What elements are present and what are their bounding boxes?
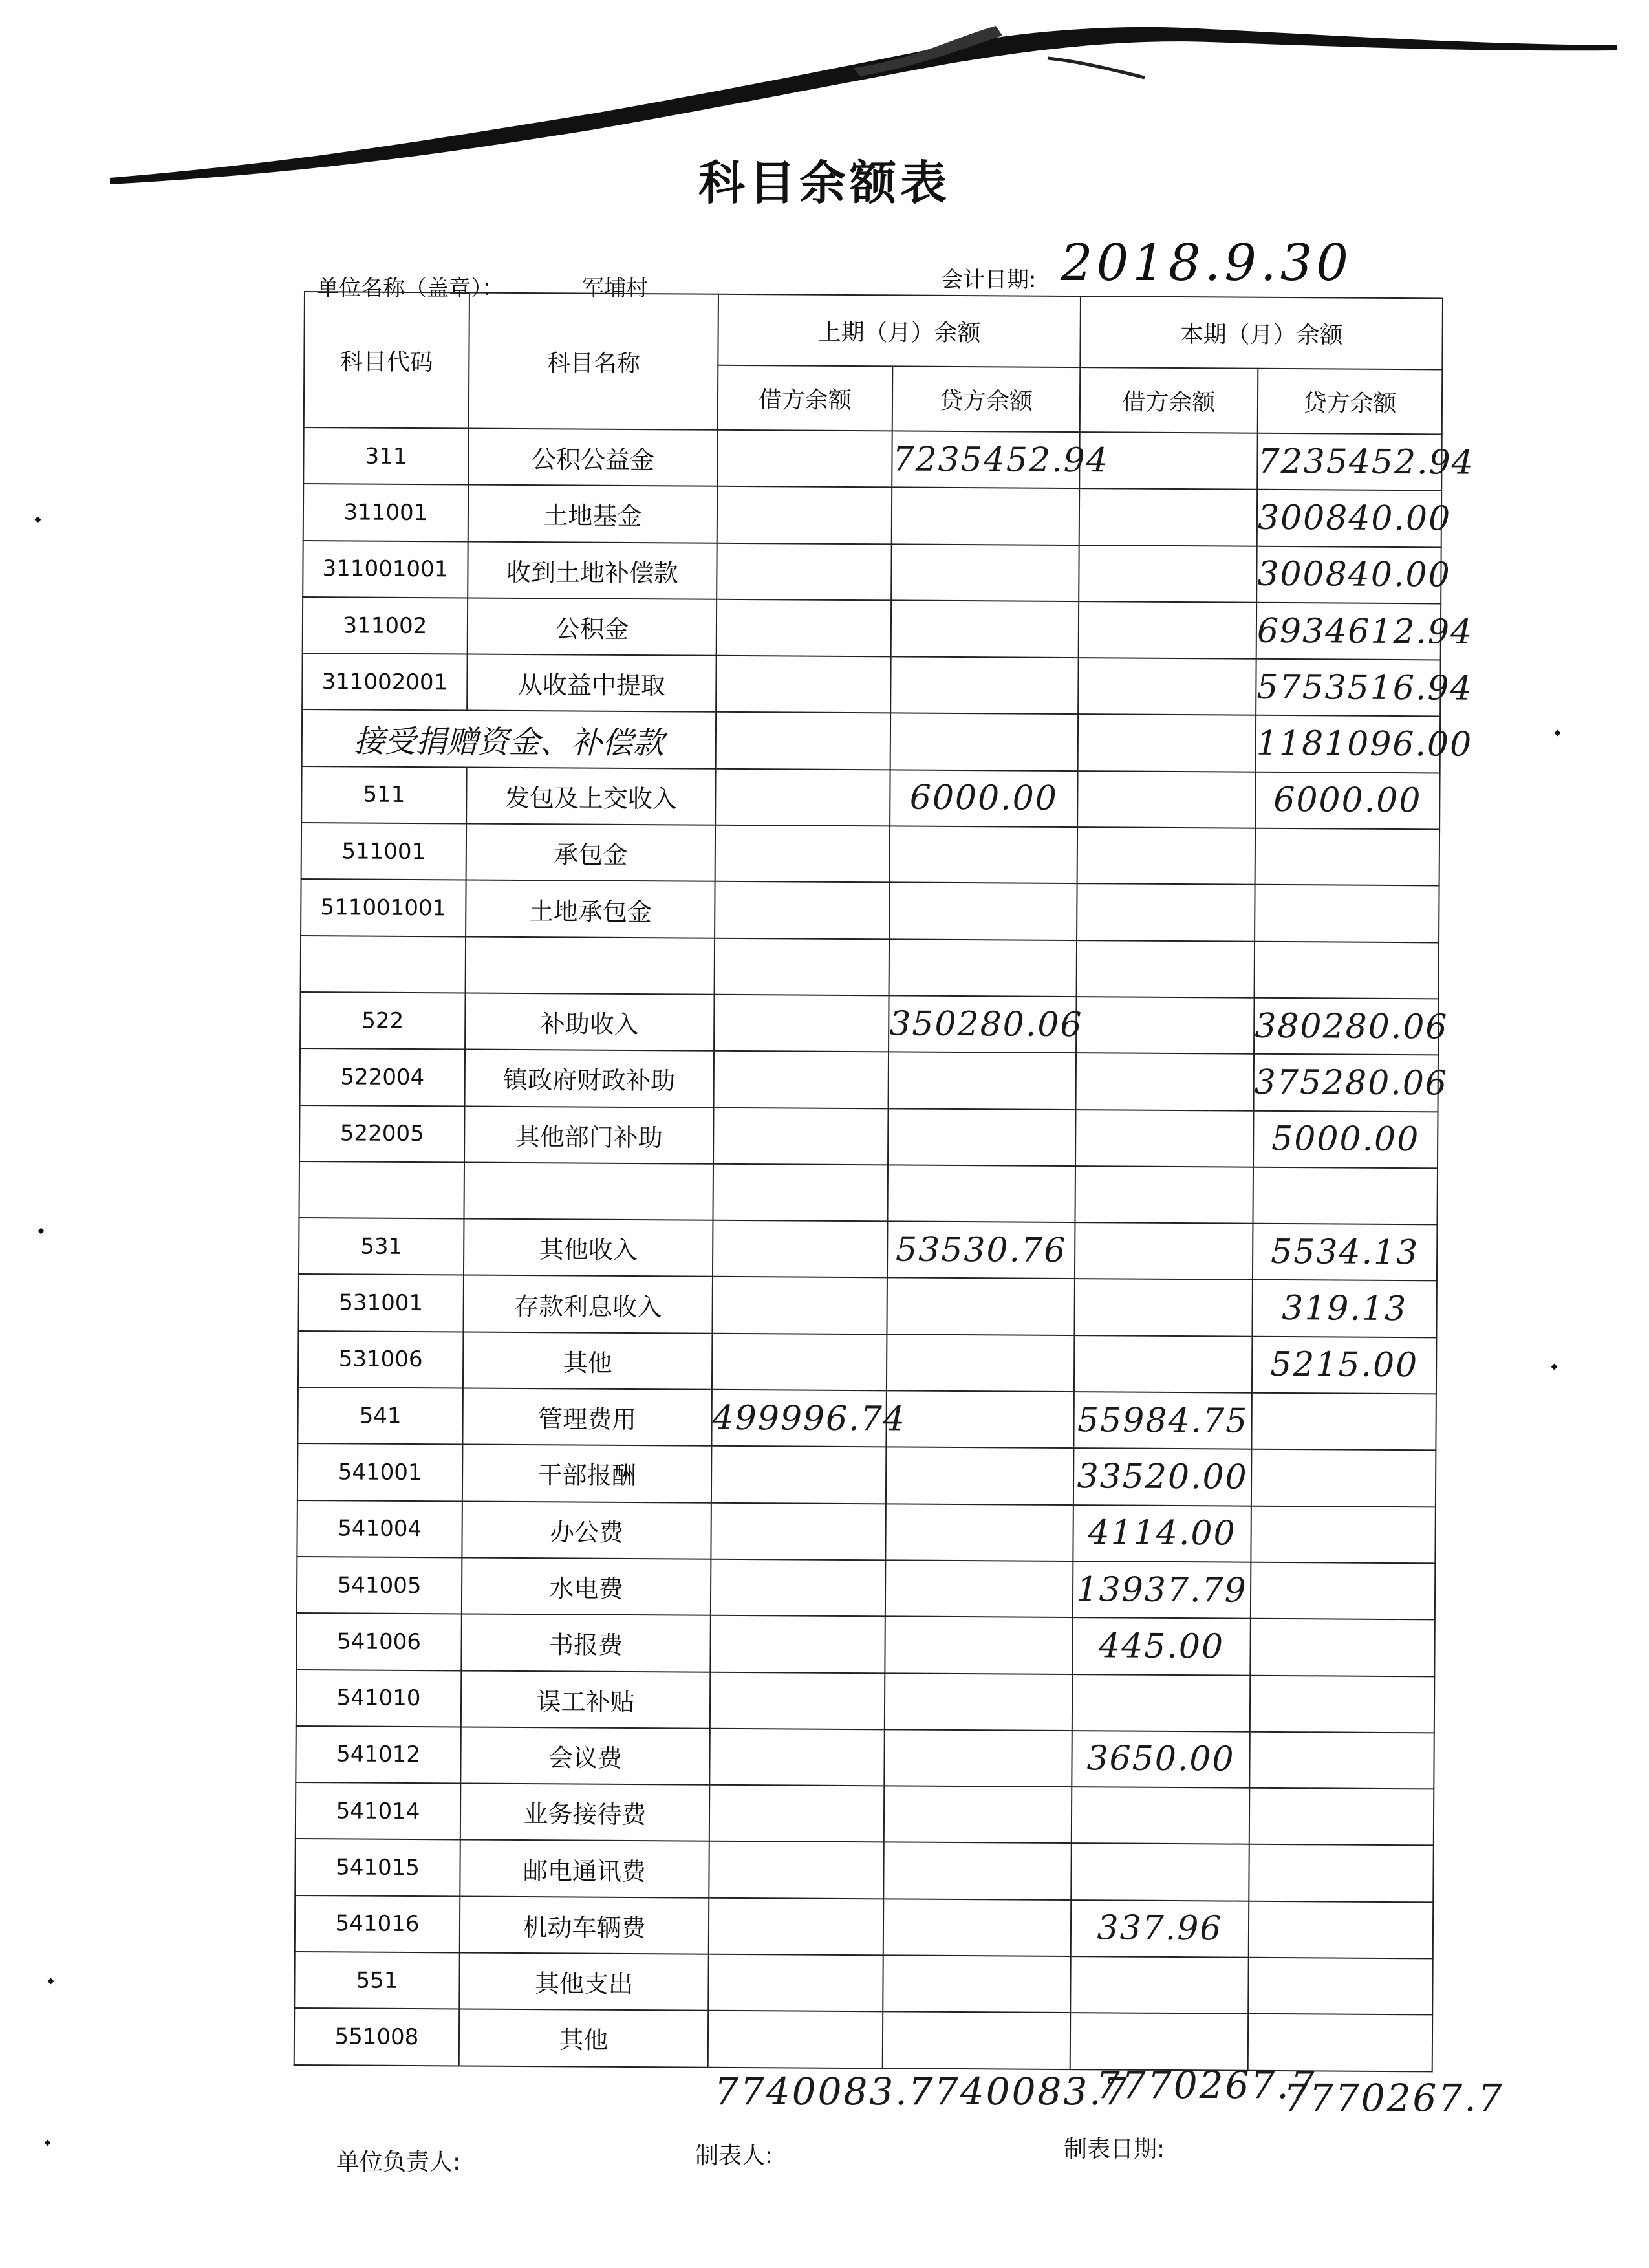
header-curr-period: 本期（月）余额 <box>1080 296 1443 369</box>
cell-name: 书报费 <box>461 1614 711 1672</box>
cell-curr-credit <box>1251 1449 1436 1507</box>
cell-prev-debit <box>709 1897 884 1955</box>
cell-curr-credit <box>1255 941 1439 999</box>
cell-prev-credit <box>883 1899 1072 1956</box>
header-prev-period: 上期（月）余额 <box>718 294 1081 367</box>
cell-curr-credit <box>1255 885 1439 942</box>
scan-speck <box>45 2140 51 2146</box>
cell-curr-credit: 5000.00 <box>1253 1110 1438 1168</box>
cell-curr-debit <box>1075 1222 1253 1280</box>
cell-curr-debit <box>1077 771 1256 828</box>
footer-preparer: 制表人: <box>695 2143 773 2169</box>
cell-name: 土地基金 <box>468 485 718 543</box>
table-row <box>302 653 1441 717</box>
table-row <box>296 1669 1435 1733</box>
cell-name: 机动车辆费 <box>460 1896 709 1954</box>
cell-prev-debit <box>709 1729 885 1786</box>
cell-prev-debit <box>717 486 892 544</box>
cell-name: 公积金 <box>468 598 717 656</box>
totals-row <box>0 2063 1649 2134</box>
cell-prev-credit <box>887 1334 1075 1392</box>
cell-name: 其他收入 <box>464 1219 713 1277</box>
cell-code: 511 <box>301 766 467 824</box>
cell-name: 会议费 <box>460 1727 710 1785</box>
cell-prev-debit <box>716 712 891 770</box>
cell-prev-debit <box>708 1954 883 2012</box>
cell-code: 311002 <box>303 597 468 654</box>
cell-name <box>466 936 715 995</box>
unit-name-value: 军埔村 <box>582 275 648 301</box>
cell-curr-credit: 319.13 <box>1252 1280 1437 1337</box>
cell-prev-credit: 53530.76 <box>887 1222 1075 1279</box>
cell-code: 551008 <box>294 2008 460 2066</box>
cell-prev-debit <box>713 1164 888 1222</box>
page-title: 科目余额表 <box>698 155 951 210</box>
cell-code: 511001001 <box>301 879 466 936</box>
cell-prev-debit <box>716 656 891 713</box>
cell-prev-credit <box>891 600 1079 658</box>
cell-prev-debit <box>712 1277 887 1334</box>
cell-code: 311 <box>303 427 469 485</box>
cell-curr-debit <box>1077 940 1255 998</box>
table-row <box>297 1557 1436 1620</box>
cell-curr-debit <box>1079 601 1257 659</box>
cell-prev-credit <box>886 1447 1074 1505</box>
cell-curr-credit: 6000.00 <box>1255 772 1440 830</box>
cell-prev-debit <box>713 1220 888 1278</box>
cell-code: 522004 <box>300 1048 466 1106</box>
cell-prev-debit <box>715 938 890 995</box>
table-row <box>297 1443 1436 1507</box>
handwritten-account-label: 接受捐赠资金、补偿款 <box>353 723 665 761</box>
cell-curr-credit <box>1253 1167 1438 1225</box>
cell-curr-credit: 300840.00 <box>1256 546 1441 603</box>
cell-curr-credit: 380280.06 <box>1254 998 1439 1055</box>
cell-name: 水电费 <box>462 1557 711 1615</box>
cell-prev-credit <box>887 1278 1075 1335</box>
cell-curr-credit <box>1248 1958 1433 2015</box>
cell-name: 其他支出 <box>459 1952 709 2011</box>
cell-prev-credit <box>889 1052 1077 1110</box>
cell-prev-credit <box>892 488 1080 545</box>
table-row <box>296 1613 1435 1676</box>
cell-prev-credit <box>889 883 1077 940</box>
cell-curr-credit: 375280.06 <box>1254 1054 1439 1112</box>
total-prev-credit: 7740083.7 <box>909 2069 1129 2113</box>
table-row <box>303 427 1442 491</box>
cell-curr-credit <box>1251 1506 1436 1563</box>
cell-code: 311001 <box>303 484 469 541</box>
cell-prev-credit <box>883 1955 1071 2013</box>
cell-prev-debit <box>711 1502 886 1560</box>
table-row <box>297 1387 1436 1451</box>
table-row <box>298 1274 1437 1337</box>
cell-code: 541014 <box>296 1782 461 1840</box>
table-row <box>303 597 1441 660</box>
accounting-date-value: 2018.9.30 <box>1061 234 1352 292</box>
cell-code: 531 <box>299 1218 464 1275</box>
cell-prev-credit <box>890 826 1078 883</box>
cell-name: 其他 <box>459 2009 709 2068</box>
cell-curr-debit: 4114.00 <box>1073 1505 1251 1562</box>
cell-curr-debit: 13937.79 <box>1073 1561 1251 1619</box>
cell-prev-debit <box>714 1051 889 1108</box>
cell-prev-debit <box>713 1107 889 1165</box>
table-row <box>301 823 1440 886</box>
cell-prev-credit <box>885 1504 1073 1561</box>
cell-name: 补助收入 <box>465 993 715 1051</box>
cell-code: 541004 <box>297 1500 462 1558</box>
cell-code: 541005 <box>297 1557 462 1614</box>
table-row <box>301 879 1439 942</box>
cell-curr-debit <box>1076 1053 1255 1110</box>
cell-curr-debit: 33520.00 <box>1073 1448 1252 1506</box>
cell-code: 311001001 <box>303 541 468 598</box>
cell-prev-credit <box>886 1390 1074 1448</box>
cell-curr-debit: 337.96 <box>1071 1900 1249 1958</box>
cell-name: 其他部门补助 <box>464 1106 714 1164</box>
footer-prepared-date: 制表日期: <box>1064 2136 1165 2163</box>
cell-curr-credit: 6934612.94 <box>1256 603 1441 660</box>
table-row <box>303 541 1441 604</box>
unit-name-label: 单位名称（盖章）： <box>317 275 504 301</box>
cell-prev-debit <box>709 1841 884 1899</box>
total-prev-debit: 7740083.7 <box>715 2069 935 2113</box>
cell-curr-credit <box>1251 1393 1436 1451</box>
cell-prev-debit: 499996.74 <box>711 1390 887 1447</box>
cell-curr-credit: 1181096.00 <box>1256 715 1441 773</box>
scan-speck <box>1551 1364 1558 1370</box>
cell-curr-debit <box>1070 1956 1249 2014</box>
cell-name: 承包金 <box>466 824 716 882</box>
cell-curr-debit <box>1074 1279 1253 1337</box>
cell-code: 311002001 <box>302 653 468 711</box>
cell-curr-credit <box>1249 1844 1434 1902</box>
cell-code: 541012 <box>296 1726 461 1784</box>
cell-name: 干部报酬 <box>462 1445 712 1503</box>
table-row <box>294 2008 1433 2071</box>
header-prev-debit: 借方余额 <box>718 365 893 431</box>
cell-curr-debit <box>1072 1787 1250 1844</box>
cell-prev-credit <box>884 1729 1072 1787</box>
cell-prev-debit <box>710 1672 885 1729</box>
table-row <box>303 484 1442 547</box>
cell-name: 邮电通讯费 <box>460 1840 709 1898</box>
cell-prev-debit <box>715 769 890 826</box>
cell-code: 541006 <box>296 1613 462 1670</box>
table-row <box>302 709 1441 773</box>
cell-prev-credit <box>887 1165 1075 1222</box>
cell-curr-debit <box>1075 1110 1254 1167</box>
cell-code: 541015 <box>295 1839 460 1896</box>
cell-name <box>464 1162 713 1220</box>
cell-code: 522005 <box>299 1105 465 1163</box>
ledger-body <box>294 427 1474 2071</box>
table-row <box>299 1218 1438 1281</box>
cell-code: 531001 <box>298 1274 464 1332</box>
table-row <box>301 936 1439 999</box>
cell-name: 办公费 <box>462 1501 711 1559</box>
cell-curr-credit: 5534.13 <box>1253 1224 1438 1281</box>
cell-curr-debit <box>1078 715 1256 772</box>
cell-prev-credit <box>888 1108 1076 1166</box>
cell-curr-credit: 7235452.94 <box>1257 433 1442 491</box>
cell-prev-credit <box>889 939 1077 997</box>
cell-curr-credit <box>1249 1788 1434 1846</box>
cell-curr-debit <box>1071 1844 1249 1901</box>
cell-name: 公积公益金 <box>468 429 718 487</box>
cell-curr-debit <box>1070 2013 1249 2070</box>
cell-prev-credit <box>883 2012 1071 2069</box>
cell-code: 531006 <box>298 1331 464 1388</box>
cell-curr-credit <box>1250 1675 1435 1733</box>
cell-prev-debit <box>712 1334 887 1391</box>
cell-curr-credit <box>1249 1901 1434 1958</box>
cell-code: 522 <box>300 992 466 1050</box>
cell-curr-credit: 300840.00 <box>1257 490 1442 547</box>
cell-prev-credit: 350280.06 <box>889 995 1077 1053</box>
cell-code <box>299 1161 464 1219</box>
cell-prev-credit: 6000.00 <box>890 770 1078 827</box>
cell-curr-debit: 55984.75 <box>1073 1392 1252 1449</box>
cell-prev-credit <box>885 1560 1073 1617</box>
header-code: 科目代码 <box>304 292 469 429</box>
cell-prev-credit <box>885 1617 1073 1674</box>
header-curr-debit: 借方余额 <box>1080 367 1258 433</box>
header-name: 科目名称 <box>469 293 718 430</box>
cell-prev-credit <box>884 1786 1072 1843</box>
accounting-date-label: 会计日期: <box>941 267 1037 293</box>
cell-prev-debit <box>708 2011 883 2068</box>
table-row <box>299 1105 1438 1169</box>
table-row <box>300 1048 1439 1112</box>
cell-curr-debit <box>1077 827 1256 885</box>
header-curr-credit: 贷方余额 <box>1258 369 1443 435</box>
cell-prev-debit <box>711 1559 886 1617</box>
table-row <box>294 1952 1433 2015</box>
cell-code <box>301 936 466 993</box>
cell-prev-debit <box>717 543 892 600</box>
table-row <box>300 992 1439 1055</box>
cell-curr-credit <box>1249 1732 1434 1789</box>
cell-curr-debit <box>1075 1166 1253 1224</box>
cell-prev-debit <box>710 1615 885 1673</box>
total-curr-debit: 7770267.7 <box>1096 2063 1317 2107</box>
cell-curr-debit: 445.00 <box>1072 1617 1251 1675</box>
header-prev-credit: 贷方余额 <box>892 366 1081 432</box>
cell-prev-credit <box>883 1842 1072 1900</box>
cell-code: 541 <box>297 1387 463 1445</box>
cell-prev-debit <box>717 599 892 657</box>
cell-prev-debit <box>711 1446 887 1504</box>
cell-curr-debit <box>1077 883 1255 941</box>
cell-prev-debit <box>714 995 889 1052</box>
cell-code: 551 <box>294 1952 460 2009</box>
table-row <box>301 766 1440 830</box>
table-row <box>297 1500 1436 1564</box>
cell-prev-debit <box>717 430 892 488</box>
cell-prev-credit <box>890 657 1079 715</box>
cell-curr-debit <box>1078 658 1256 715</box>
cell-curr-debit <box>1076 997 1255 1054</box>
cell-name: 存款利息收入 <box>463 1275 713 1334</box>
cell-curr-credit: 5753516.94 <box>1256 659 1441 717</box>
total-curr-credit: 7770267.7 <box>1284 2076 1504 2120</box>
cell-prev-debit <box>715 825 890 883</box>
cell-curr-credit <box>1251 1562 1436 1620</box>
cell-curr-credit: 5215.00 <box>1252 1336 1437 1394</box>
table-row <box>295 1895 1434 1959</box>
scan-speck <box>38 1228 45 1235</box>
cell-name: 发包及上交收入 <box>466 767 716 825</box>
cell-curr-debit <box>1079 488 1258 546</box>
cell-code: 541010 <box>296 1669 462 1727</box>
cell-curr-credit <box>1250 1619 1435 1676</box>
scan-speck <box>1555 730 1561 737</box>
cell-curr-debit: 3650.00 <box>1072 1731 1250 1788</box>
cell-code: 541001 <box>297 1443 463 1501</box>
cell-prev-credit <box>891 544 1079 601</box>
cell-name: 误工补贴 <box>461 1670 711 1729</box>
cell-name: 土地承包金 <box>466 880 715 938</box>
cell-prev-credit <box>885 1673 1073 1731</box>
cell-prev-credit <box>890 713 1079 771</box>
cell-name: 收到土地补偿款 <box>468 541 717 599</box>
cell-curr-debit <box>1074 1335 1253 1393</box>
cell-code: 511001 <box>301 823 467 880</box>
cell-curr-credit <box>1255 828 1440 886</box>
table-row <box>299 1161 1438 1225</box>
cell-curr-debit <box>1079 545 1257 603</box>
table-row <box>296 1782 1434 1846</box>
cell-name: 其他 <box>463 1332 713 1390</box>
cell-curr-debit <box>1072 1674 1251 1732</box>
cell-name: 从收益中提取 <box>467 654 717 713</box>
scan-speck <box>48 1978 54 1985</box>
cell-code: 541016 <box>295 1895 460 1953</box>
cell-prev-credit: 7235452.94 <box>892 431 1080 488</box>
scan-speck <box>35 517 41 523</box>
cell-prev-debit <box>715 881 890 939</box>
cell-prev-debit <box>709 1785 885 1842</box>
cell-handwritten-label <box>302 709 717 768</box>
cell-name: 管理费用 <box>462 1388 712 1447</box>
ledger-table <box>294 291 1474 2072</box>
cell-name: 镇政府财政补助 <box>465 1050 715 1108</box>
footer-unit-head: 单位负责人: <box>336 2149 461 2176</box>
cell-name: 业务接待费 <box>460 1784 710 1842</box>
table-row <box>298 1331 1437 1394</box>
table-row <box>295 1839 1434 1902</box>
table-row <box>296 1726 1434 1789</box>
